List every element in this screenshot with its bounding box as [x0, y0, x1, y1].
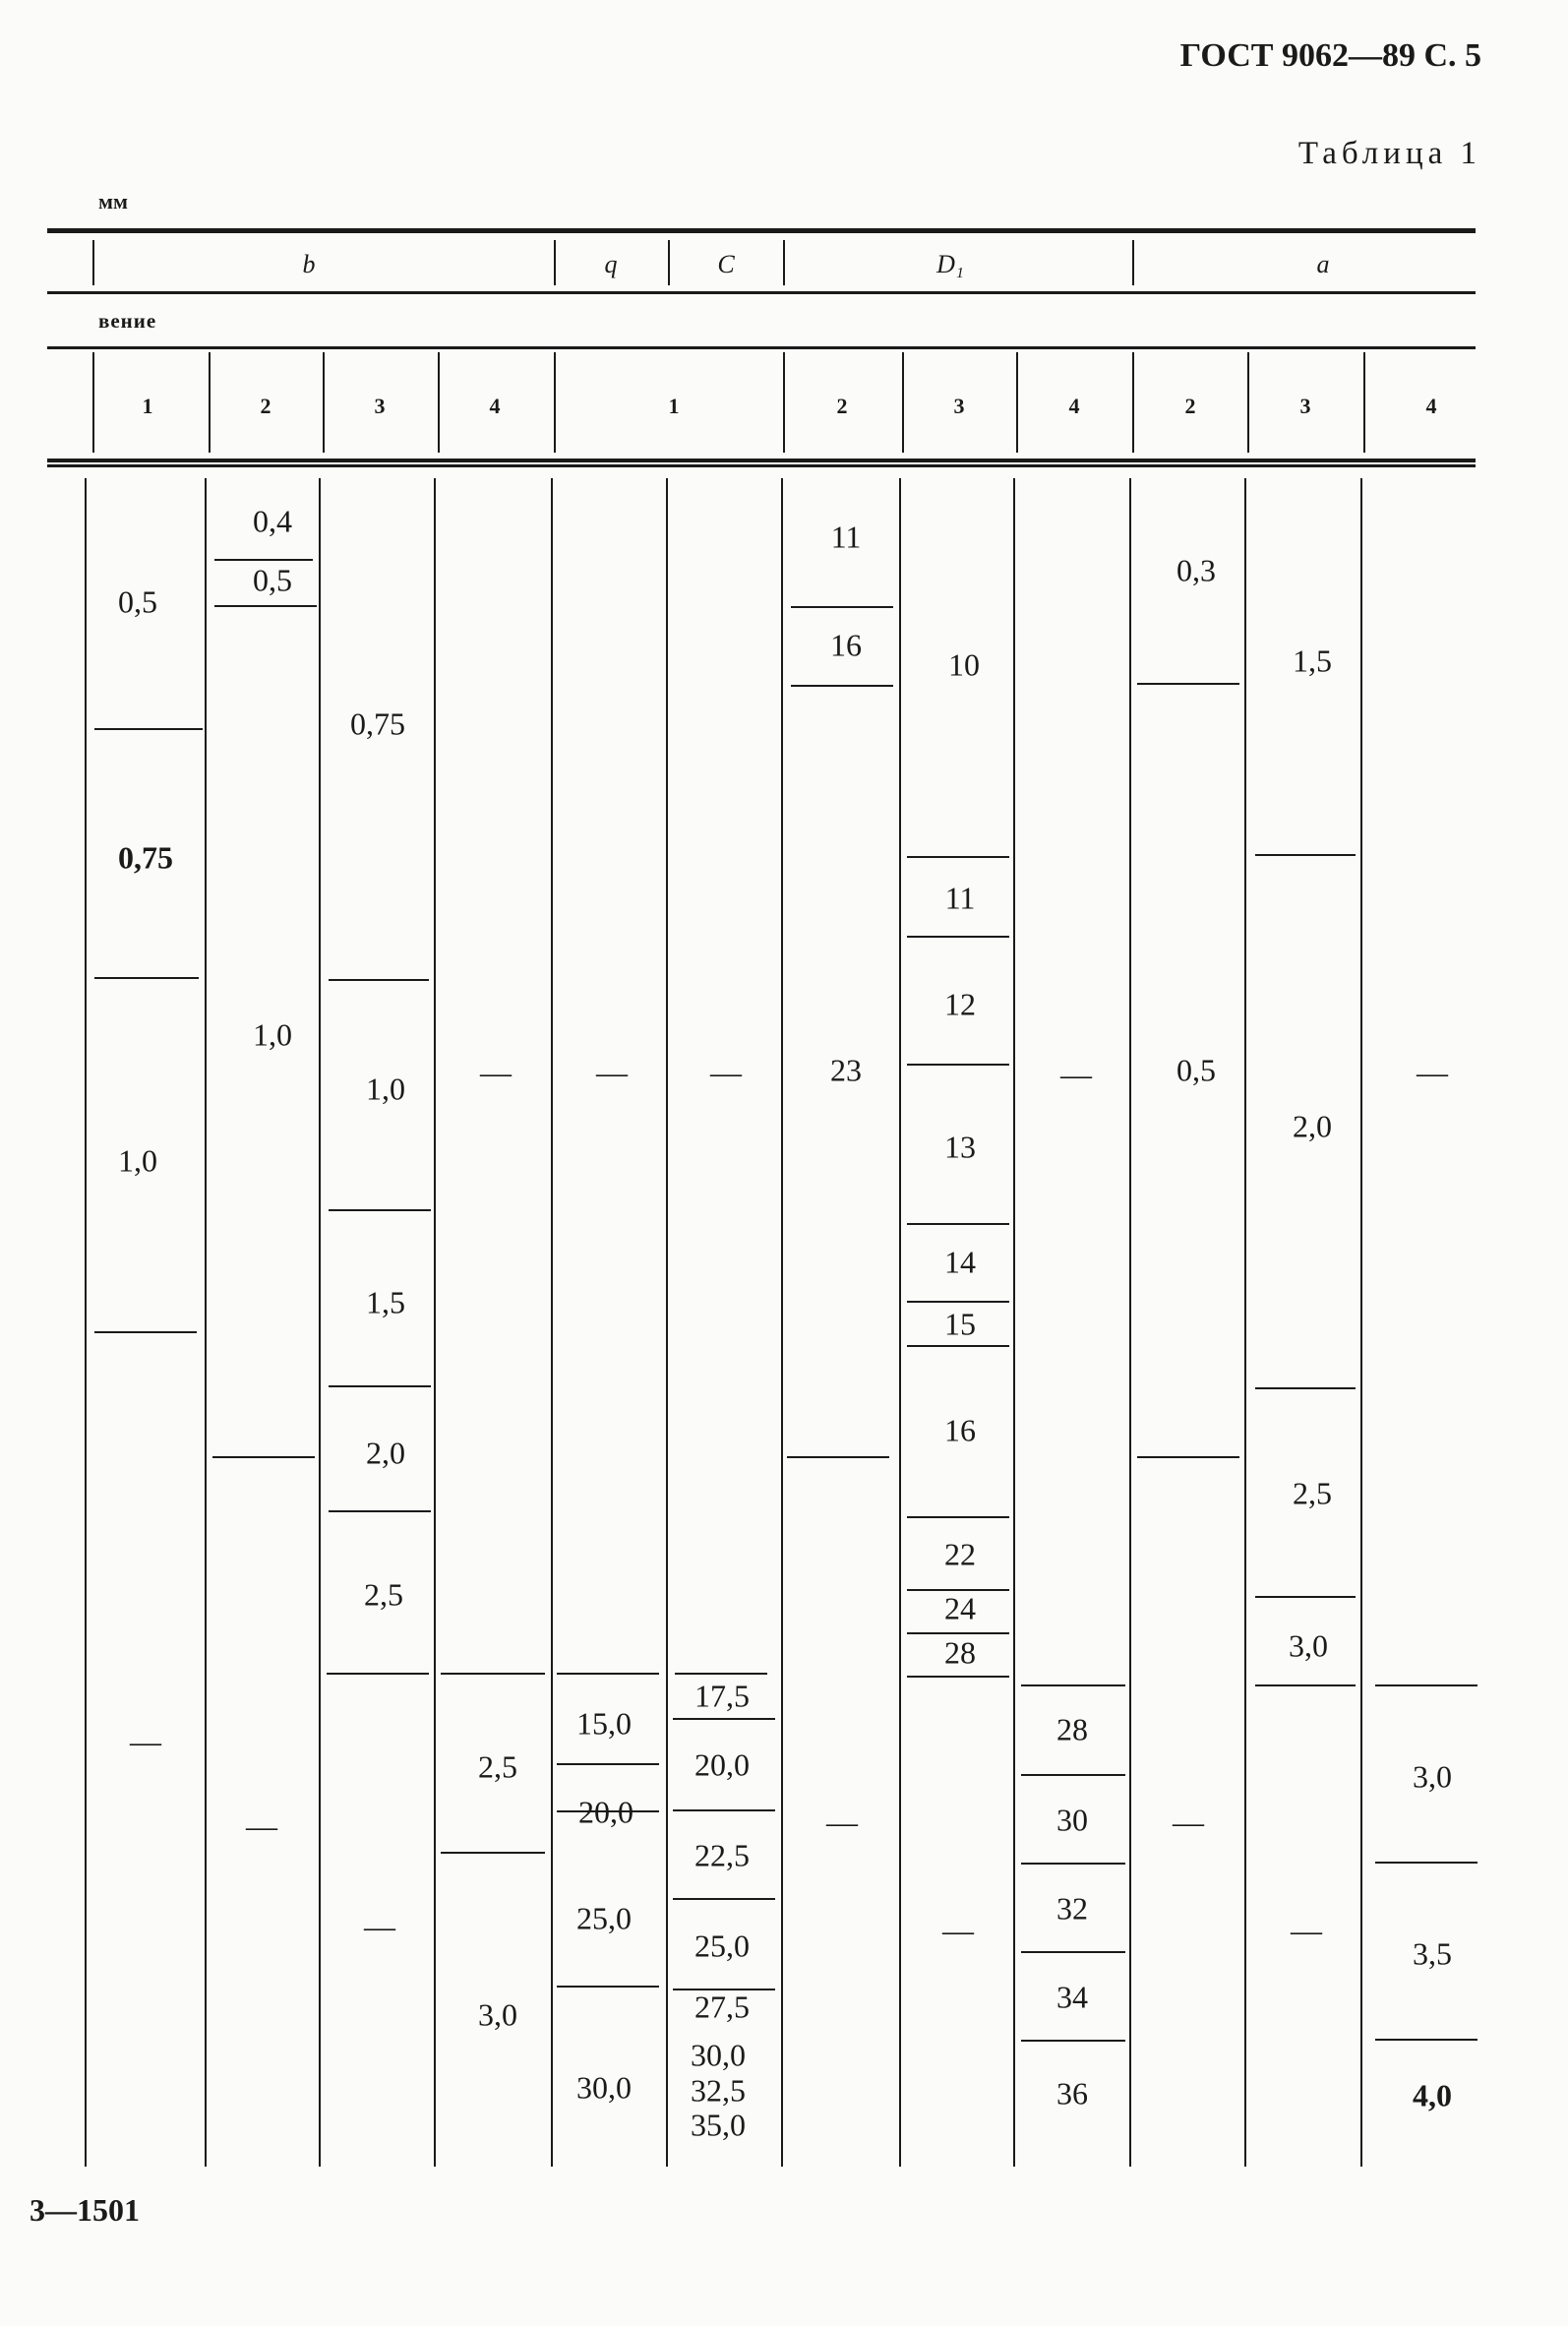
col-number: 3 — [1299, 394, 1311, 418]
table-cell: — — [710, 1054, 742, 1090]
col-divider — [1129, 478, 1131, 2167]
table-cell: 23 — [830, 1052, 862, 1088]
row-separator — [673, 1718, 775, 1720]
row-separator — [907, 1676, 1009, 1678]
row-separator — [787, 1456, 889, 1458]
table-cell: — — [364, 1908, 395, 1944]
subheader-rule — [47, 346, 1476, 349]
table-cell: 16 — [830, 627, 862, 663]
page-signature: 3—1501 — [30, 2192, 140, 2228]
col-divider — [1363, 352, 1365, 453]
table-cell: 11 — [944, 880, 976, 916]
row-separator — [1255, 1596, 1356, 1598]
table-cell: 28 — [1056, 1711, 1088, 1747]
row-separator — [1021, 1951, 1125, 1953]
col-number: 1 — [142, 394, 153, 418]
row-separator — [907, 1223, 1009, 1225]
row-separator — [673, 1898, 775, 1900]
table-cell: 32,5 — [691, 2072, 746, 2109]
col-number: 3 — [953, 394, 965, 418]
col-divider — [319, 478, 321, 2167]
table-cell: 24 — [944, 1590, 976, 1626]
group-divider — [1132, 240, 1134, 285]
row-separator — [1375, 1862, 1478, 1864]
table-cell: 3,0 — [1413, 1758, 1452, 1795]
row-separator — [1255, 1387, 1356, 1389]
table-cell: 1,0 — [253, 1016, 292, 1053]
table-cell: 3,0 — [478, 1996, 517, 2033]
col-number: 3 — [374, 394, 386, 418]
col-divider — [1016, 352, 1018, 453]
row-separator — [557, 1673, 659, 1675]
table-cell: 0,5 — [1176, 1052, 1216, 1088]
table-cell: 3,5 — [1413, 1935, 1452, 1972]
col-divider — [899, 478, 901, 2167]
col-divider — [209, 352, 211, 453]
row-separator — [557, 1763, 659, 1765]
table-cell: 28 — [944, 1634, 976, 1671]
table-cell: 2,0 — [366, 1435, 405, 1471]
row-separator — [94, 728, 203, 730]
col-divider — [1360, 478, 1362, 2167]
col-divider — [554, 352, 556, 453]
table-cell: — — [1291, 1912, 1322, 1948]
col-divider — [434, 478, 436, 2167]
col-divider — [1244, 478, 1246, 2167]
table-cell: 0,5 — [118, 583, 157, 620]
row-separator — [675, 1673, 767, 1675]
row-separator — [907, 936, 1009, 938]
row-separator — [1255, 1684, 1356, 1686]
row-separator — [441, 1852, 545, 1854]
group-divider — [92, 240, 94, 285]
row-separator — [1021, 2040, 1125, 2042]
table-cell: — — [942, 1912, 974, 1948]
table-cell: 1,5 — [1293, 643, 1332, 679]
table-cell: 25,0 — [694, 1928, 750, 1964]
table-cell: 10 — [948, 646, 980, 683]
table-cell: 3,0 — [1289, 1627, 1328, 1664]
row-separator — [327, 1673, 429, 1675]
table-cell: 36 — [1056, 2075, 1088, 2112]
col-header-c: C — [717, 250, 735, 278]
col-number: 2 — [836, 394, 848, 418]
row-separator — [1137, 683, 1239, 685]
table-cell: — — [480, 1054, 512, 1090]
table-cell: 17,5 — [694, 1678, 750, 1714]
table-cell: — — [826, 1804, 858, 1840]
col-number: 4 — [1068, 394, 1080, 418]
table-cell: 0,4 — [253, 503, 292, 539]
table-cell: 34 — [1056, 1979, 1088, 2015]
group-divider — [668, 240, 670, 285]
col-number: 2 — [260, 394, 271, 418]
table-cell: 20,0 — [694, 1746, 750, 1783]
row-separator — [329, 1209, 431, 1211]
table-cell: 30,0 — [691, 2037, 746, 2073]
row-separator — [1255, 854, 1356, 856]
col-number: 2 — [1184, 394, 1196, 418]
row-separator — [791, 606, 893, 608]
table-cell: 27,5 — [694, 1989, 750, 2025]
row-separator — [214, 559, 313, 561]
col-divider — [1247, 352, 1249, 453]
col-divider — [92, 352, 94, 453]
row-separator — [1021, 1863, 1125, 1865]
row-separator — [907, 1301, 1009, 1303]
table-cell: 22 — [944, 1536, 976, 1572]
row-separator — [94, 1331, 197, 1333]
row-separator — [441, 1673, 545, 1675]
table-cell: 1,5 — [366, 1284, 405, 1320]
table-cell: 2,5 — [364, 1576, 403, 1613]
col-divider — [781, 478, 783, 2167]
col-header-d1: D₁ — [936, 250, 964, 278]
col-divider — [551, 478, 553, 2167]
row-separator — [1137, 1456, 1239, 1458]
table-cell: 1,0 — [118, 1142, 157, 1179]
row-separator — [907, 1064, 1009, 1066]
col-divider — [205, 478, 207, 2167]
row-separator — [907, 1516, 1009, 1518]
row-separator — [94, 977, 199, 979]
group-header-rule — [47, 291, 1476, 294]
table-title: Таблица 1 — [1297, 136, 1481, 171]
table-cell: 14 — [944, 1244, 976, 1280]
table-cell: — — [1173, 1804, 1204, 1840]
col-divider — [1132, 352, 1134, 453]
table-cell: 20,0 — [578, 1794, 633, 1830]
table-cell: 0,5 — [253, 562, 292, 598]
table-cell: 11 — [830, 519, 862, 555]
col-header-q: q — [604, 250, 618, 278]
group-divider — [554, 240, 556, 285]
row-separator — [907, 1345, 1009, 1347]
header-bottom-rule-1 — [47, 459, 1476, 462]
row-separator — [1021, 1684, 1125, 1686]
row-separator — [329, 1510, 431, 1512]
standard-number: ГОСТ 9062—89 С. 5 — [1179, 37, 1481, 74]
row-separator — [212, 1456, 315, 1458]
units-label: мм — [98, 189, 128, 214]
row-separator — [329, 1385, 431, 1387]
col-number: 4 — [1425, 394, 1437, 418]
col-divider — [323, 352, 325, 453]
note-label: вение — [98, 309, 157, 333]
table-cell: — — [246, 1807, 277, 1844]
col-number: 4 — [489, 394, 501, 418]
row-separator — [791, 685, 893, 687]
table-cell: 16 — [944, 1412, 976, 1448]
row-separator — [329, 979, 429, 981]
table-cell: 35,0 — [691, 2107, 746, 2143]
table-cell: 0,3 — [1176, 552, 1216, 588]
row-separator — [673, 1809, 775, 1811]
table-cell: 13 — [944, 1129, 976, 1165]
table-cell: — — [596, 1054, 628, 1090]
table-cell: 25,0 — [576, 1900, 632, 1936]
col-divider — [438, 352, 440, 453]
table-cell: 32 — [1056, 1890, 1088, 1927]
row-separator — [1375, 2039, 1478, 2041]
table-cell: 15 — [944, 1306, 976, 1342]
table-cell: 1,0 — [366, 1071, 405, 1107]
table-cell: 0,75 — [350, 705, 405, 742]
col-divider — [902, 352, 904, 453]
table-cell: — — [130, 1723, 161, 1759]
header-bottom-rule-2 — [47, 464, 1476, 467]
table-cell: 15,0 — [576, 1705, 632, 1742]
row-separator — [907, 856, 1009, 858]
table-cell: 30,0 — [576, 2069, 632, 2106]
col-divider — [783, 352, 785, 453]
table-cell: 4,0 — [1413, 2077, 1452, 2113]
row-separator — [557, 1986, 659, 1988]
group-divider — [783, 240, 785, 285]
table-cell: — — [1417, 1054, 1448, 1090]
table-cell: 0,75 — [118, 839, 173, 876]
row-separator — [1021, 1774, 1125, 1776]
row-separator — [1375, 1684, 1478, 1686]
col-header-b: b — [302, 250, 316, 278]
col-divider — [85, 478, 87, 2167]
table-cell: 22,5 — [694, 1837, 750, 1873]
table-cell: 12 — [944, 986, 976, 1022]
table-cell: 2,0 — [1293, 1108, 1332, 1144]
table-cell: 2,5 — [1293, 1475, 1332, 1511]
col-divider — [666, 478, 668, 2167]
table-cell: 2,5 — [478, 1748, 517, 1785]
table-cell: — — [1060, 1056, 1092, 1092]
col-divider — [1013, 478, 1015, 2167]
col-number: 1 — [668, 394, 680, 418]
table-top-rule — [47, 228, 1476, 233]
row-separator — [214, 605, 317, 607]
col-header-a: a — [1316, 250, 1330, 278]
table-cell: 30 — [1056, 1802, 1088, 1838]
